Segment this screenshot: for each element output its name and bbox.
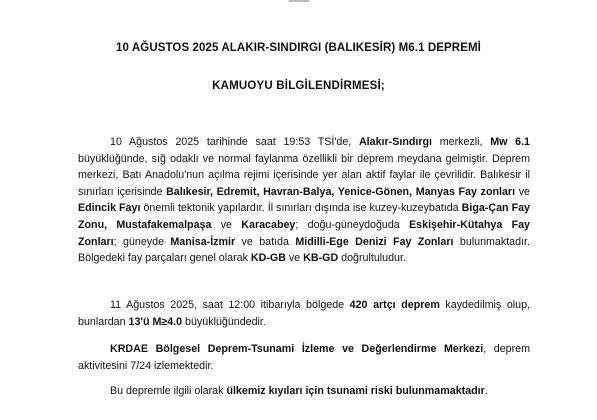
document-title: 10 AĞUSTOS 2025 ALAKIR-SINDIRGI (BALIKESİR) M6.1 DEPREMİ xyxy=(116,42,481,54)
paragraph-earthquake-description: 10 Ağustos 2025 tarihinde saat 19:53 TSİ'de, Alakır-Sındırgı merkezli, Mw 6.1 büyüklüğünde, sığ odaklı ve normal faylanma özellikli bir deprem meydana gelmiştir. Deprem merkezi, Batı Anadolu'nun açılma rejimi içerisinde yer alan aktif faylar ile çevrilidir. Balıkesir il sınırları içerisinde Balıkesir, Edremit, Havran-Balya, Yenice-Gönen, Manyas Fay zonları ve Edincik Fayı önemli tektonik yapılardır. İl sınırları dışında ise kuzey-kuzeybatıda Biga-Çan Fay Zonu, Mustafakemalpaşa ve Karacabey; doğu-güneydoğuda Eskişehir-Kütahya Fay Zonları; güneyde Manisa-İzmir ve batıda Midilli-Ege Denizi Fay Zonları bulunmaktadır. Bölgedeki fay parçaları genel olarak KD-GB ve KB-GD doğrultuludur. xyxy=(78,136,531,265)
document-subtitle: KAMUOYU BİLGİLENDİRMESİ; xyxy=(212,80,385,92)
paragraph-tsunami-risk: Bu depremle ilgili olarak ülkemiz kıyıları için tsunami riski bulunmamaktadır. xyxy=(110,385,488,397)
page-top-mark xyxy=(289,0,309,2)
paragraph-aftershocks: 11 Ağustos 2025, saat 12:00 itibarıyla bölgede 420 artçı deprem kaydedilmiş olup, bunlardan 13'ü M≥4.0 büyüklüğündedir. xyxy=(78,299,531,328)
paragraph-monitoring: KRDAE Bölgesel Deprem-Tsunami İzleme ve Değerlendirme Merkezi, deprem aktivitesini 7/24 izlemektedir. xyxy=(78,343,530,372)
